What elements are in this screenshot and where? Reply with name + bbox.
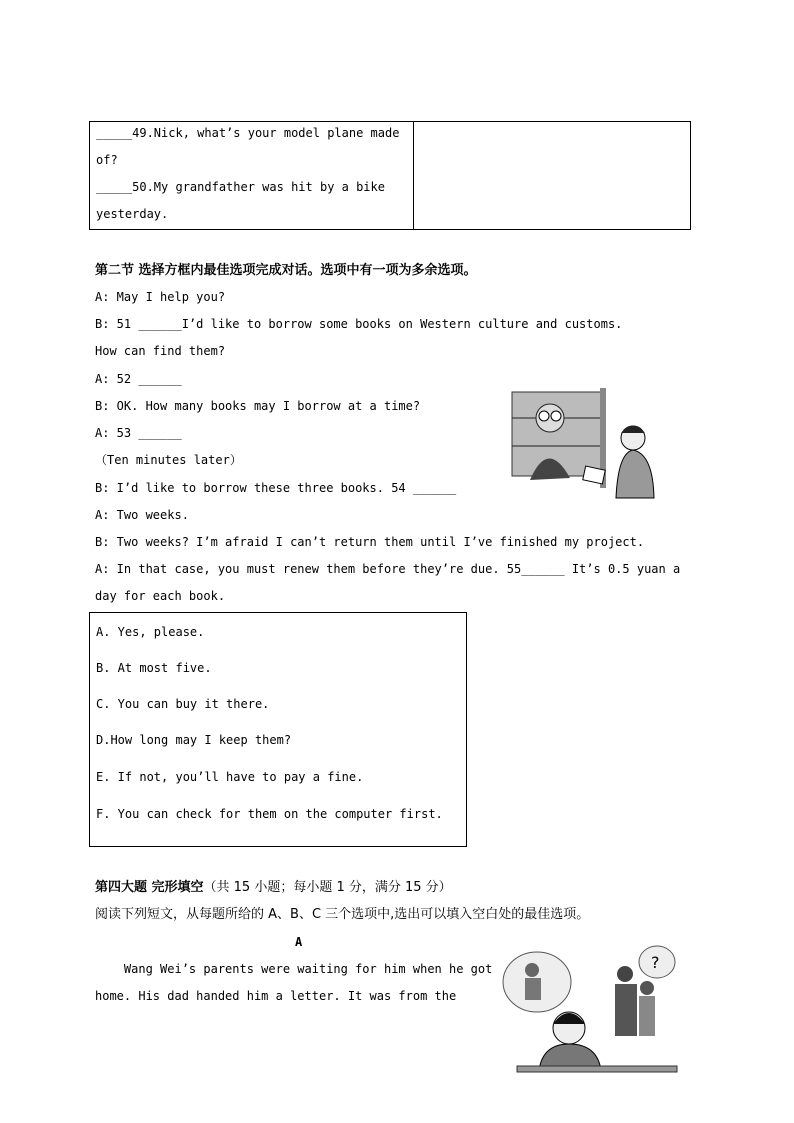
- section4-heading: [95, 876, 452, 895]
- section4-instruction: 阅读下列短文，从每题所给的 A、B、C 三个选项中,选出可以填入空白处的最佳选项。: [95, 907, 590, 922]
- dialogue-line: （Ten minutes later）: [95, 453, 242, 467]
- table-line: _____49.Nick, what’s your model plane made: [96, 126, 400, 140]
- dialogue-line: A: Two weeks.: [95, 508, 189, 522]
- section4-heading-bold: 第四大题 完形填空: [95, 880, 204, 895]
- dialogue-line: B: Two weeks? I’m afraid I can’t return them until I’ve finished my project.: [95, 535, 645, 549]
- table-line: _____50.My grandfather was hit by a bike: [96, 180, 385, 194]
- options-box: [89, 612, 467, 847]
- option-item: B. At most five.: [96, 661, 212, 675]
- matching-table: [89, 121, 691, 230]
- passage-title: A: [295, 935, 303, 949]
- dialogue-line: B: I’d like to borrow these three books. 54 ______: [95, 481, 457, 495]
- option-item: A. Yes, please.: [96, 625, 205, 639]
- option-item: E. If not, you’ll have to pay a fine.: [96, 770, 364, 784]
- dialogue-line: B: OK. How many books may I borrow at a time?: [95, 399, 421, 413]
- dialogue-line: A: In that case, you must renew them before they’re due. 55______ It’s 0.5 yuan a: [95, 562, 681, 576]
- passage-line: home. His dad handed him a letter. It was from the: [95, 989, 457, 1003]
- table-divider: [413, 122, 414, 229]
- table-line: yesterday.: [96, 207, 169, 221]
- option-item: F. You can check for them on the computer first.: [96, 807, 443, 821]
- dialogue-line: A: 53 ______: [95, 426, 182, 440]
- option-item: D.How long may I keep them?: [96, 733, 292, 747]
- wang-wei-illustration: [497, 940, 679, 1080]
- library-illustration: [508, 388, 660, 510]
- dialogue-line: A: May I help you?: [95, 290, 226, 304]
- passage-line: Wang Wei’s parents were waiting for him when he got: [95, 962, 493, 976]
- table-line: of?: [96, 153, 118, 167]
- dialogue-line: day for each book.: [95, 589, 226, 603]
- svg-text:?: ?: [651, 953, 660, 972]
- dialogue-line: A: 52 ______: [95, 372, 182, 386]
- dialogue-line: B: 51 ______I’d like to borrow some books on Western culture and customs.: [95, 317, 623, 331]
- section4-heading-rest: （共 15 小题；每小题 1 分，满分 15 分）: [203, 880, 452, 895]
- option-item: C. You can buy it there.: [96, 697, 270, 711]
- dialogue-line: How can find them?: [95, 344, 226, 358]
- section-heading: 第二节 选择方框内最佳选项完成对话。选项中有一项为多余选项。: [95, 263, 477, 278]
